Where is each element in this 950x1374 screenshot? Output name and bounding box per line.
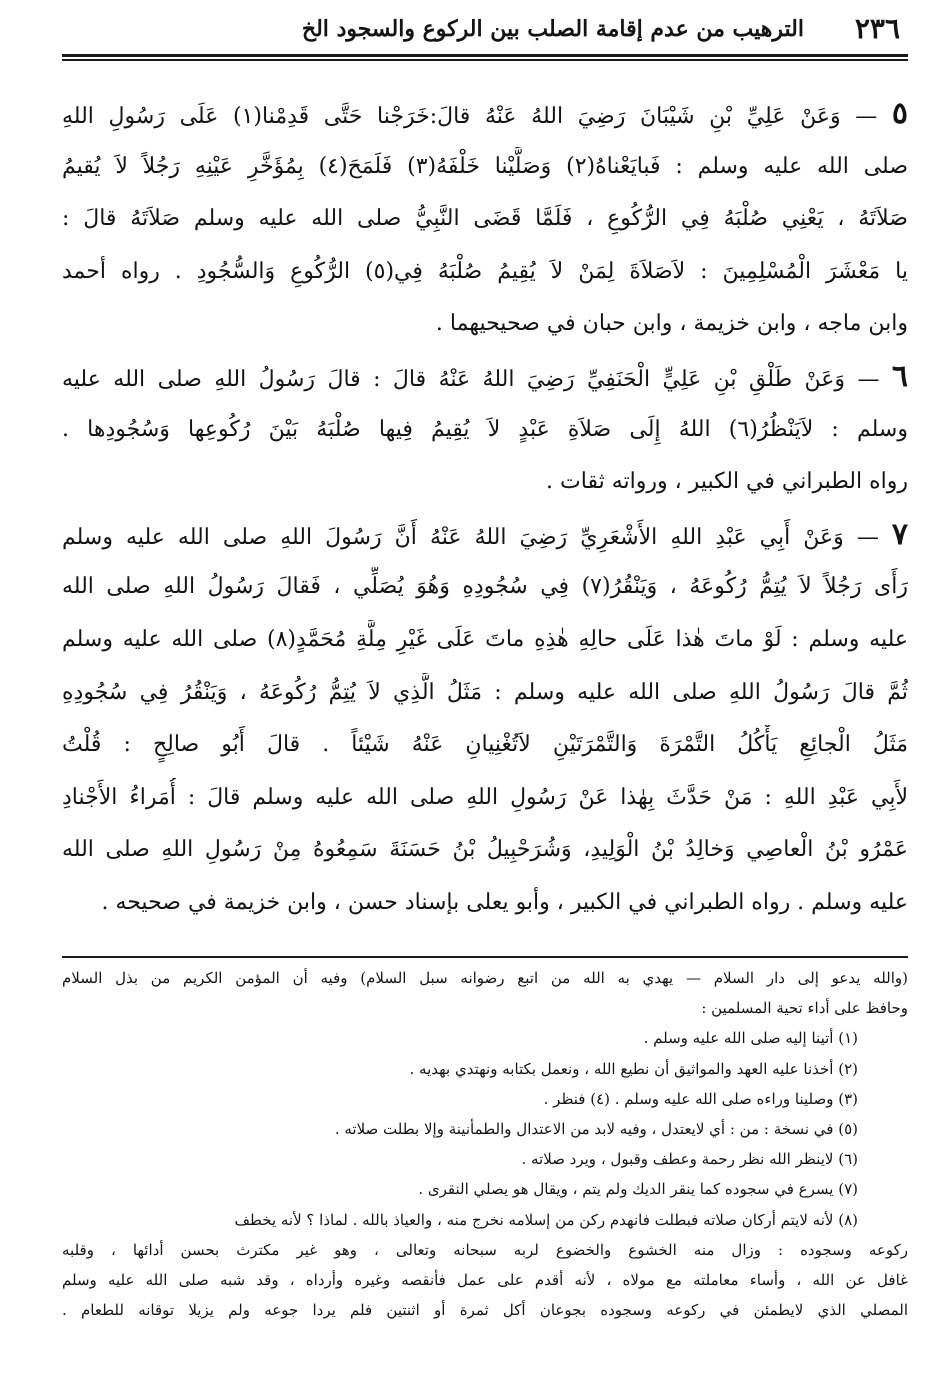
main-text <box>62 94 908 946</box>
footnote-line: وحافظ على أداء تحية المسلمين : <box>701 999 908 1017</box>
footnote-line: المصلي الذي لايطمئن في ركوعه وسجوده بجوعان أكل ثمرة أو اثنتين فلم يردا جوعه ولم يزيلا توقانه للطعام . <box>62 1301 908 1319</box>
page-number: ٢٣٦ <box>854 12 900 45</box>
footnote-line: (والله يدعو إلى دار السلام — يهدي به الله من اتبع رضوانه سبل السلام) وفيه أن المؤمن الكريم من بذل السلام <box>62 969 908 987</box>
text-line <box>62 304 908 344</box>
hadith-number: ٦ <box>891 359 908 394</box>
line-text: — وَعَنْ عَلِيِّ بْنِ شَيْبَانَ رَضِيَ اللهُ عَنْهُ قالَ:خَرَجْنا حَتَّى قَدِمْنا(١) عَلَى رَسُولِ اللهِ <box>62 104 892 129</box>
text-line <box>62 830 908 870</box>
footnote-line: (٢) أخذنا عليه العهد والمواثيق أن نطيع الله ، ونعمل بكتابه ونهتدي بهديه . <box>409 1060 858 1078</box>
text-line <box>62 252 908 292</box>
text-line <box>62 462 908 502</box>
text-line <box>62 199 908 239</box>
line-text: رَأَى رَجُلاً لاَ يُتِمُّ رُكُوعَهُ ، وَيَنْقُرُ(٧) فِي سُجُودِهِ وَهُوَ يُصَلِّي ، فَقالَ رَسُولُ اللهِ صلى الله <box>62 574 908 599</box>
line-text: — وَعَنْ أَبِي عَبْدِ اللهِ الأَشْعَرِيِّ رَضِيَ اللهُ عَنْهُ أَنَّ رَسُولَ اللهِ صلى الله عليه وسلم <box>62 525 892 550</box>
text-line <box>62 357 908 397</box>
line-text: عَمْرُو بْنُ الْعاصِي وَخالِدُ بْنُ الْوَلِيدِ، وَشُرَحْبِيلُ بْنُ حَسَنَةَ سَمِعُوهُ مِنْ رَسُولِ اللهِ صلى الله <box>62 837 908 862</box>
footnote-line: (٨) لأنه لايتم أركان صلاته فبطلت فانهدم ركن من إسلامه نخرج منه ، والعياذ بالله . لماذا ؟ لأنه يخطف <box>234 1211 858 1229</box>
footnote-line: ركوعه وسجوده : وزال منه الخشوع والخضوع لربه سبحانه وتعالى ، وهو غير مكترث بحسن أدائها ، وقلبه <box>62 1241 908 1259</box>
book-page <box>62 10 908 1364</box>
line-text: وابن ماجه ، وابن خزيمة ، وابن حبان في صحيحيهما . <box>435 311 908 336</box>
footnote-line: غافل عن الله ، وأساء معاملته مع مولاه ، لأنه أقدم على عمل فأنقصه وغيره وأرداه ، وقد شبه صلى الله عليه وسلم <box>62 1271 908 1289</box>
text-line <box>62 673 908 713</box>
line-text: عليه وسلم : لَوْ ماتَ هٰذا عَلَى حالِهِ هٰذِهِ ماتَ عَلَى غَيْرِ مِلَّةِ مُحَمَّدٍ(٨) صلى الله عليه وسلم <box>62 627 908 652</box>
hadith-number: ٥ <box>891 96 908 131</box>
line-text: وسلم : لاَيَنْظُرُ(٦) اللهُ إِلَى صَلاَةِ عَبْدٍ لاَ يُقِيمُ فِيها صُلْبَهُ بَيْنَ رُكُوعِها وَسُجُودِها . <box>62 417 908 442</box>
text-line <box>62 883 908 923</box>
text-line <box>62 778 908 818</box>
line-text: صَلاَتَهُ ، يَعْنِي صُلْبَهُ فِي الرُّكُوعِ ، فَلَمَّا قَضَى النَّبِيُّ صلى الله عليه وسلم صَلاَتَهُ قالَ : <box>62 206 908 231</box>
page-header <box>62 10 908 57</box>
text-line <box>62 410 908 450</box>
line-text: — وَعَنْ طَلْقِ بْنِ عَلِيٍّ الْحَنَفِيِّ رَضِيَ اللهُ عَنْهُ قالَ : قالَ رَسُولُ اللهِ صلى الله عليه <box>62 367 892 392</box>
text-line <box>62 515 908 555</box>
footnote-line: (٥) في نسخة : من : أي لايعتدل ، وفيه لابد من الاعتدال والطمأنينة وإلا بطلت صلاته . <box>334 1120 858 1138</box>
text-line <box>62 567 908 607</box>
text-line <box>62 94 908 134</box>
line-text: يا مَعْشَرَ الْمُسْلِمِينَ : لاَصَلاَةَ لِمَنْ لاَ يُقِيمُ صُلْبَهُ فِي(٥) الرُّكُوعِ وَالسُّجُودِ . رواه أحمد <box>62 259 908 284</box>
footnote-line: (١) أتينا إليه صلى الله عليه وسلم . <box>643 1029 858 1047</box>
line-text: رواه الطبراني في الكبير ، ورواته ثقات . <box>546 469 908 494</box>
text-line <box>62 620 908 660</box>
text-line <box>62 147 908 187</box>
line-text: مَثَلُ الْجائِعِ يَأْكُلُ التَّمْرَةَ وَالتَّمْرَتَيْنِ لاَتُغْنِيانِ عَنْهُ شَيْئاً . قالَ أَبُو صالِحٍ : قُلْتُ <box>62 732 908 757</box>
line-text: ثُمَّ قالَ رَسُولُ اللهِ صلى الله عليه وسلم : مَثَلُ الَّذِي لاَ يُتِمُّ رُكُوعَهُ ، وَيَنْقُرُ فِي سُجُودِهِ <box>62 680 908 705</box>
line-text: صلى الله عليه وسلم : فَبايَعْناهُ(٢) وَصَلَّيْنا خَلْفَهُ(٣) فَلَمَحَ(٤) بِمُؤَخَّرِ عَيْنِهِ رَجُلاً لاَ يُقيمُ <box>62 154 908 179</box>
line-text: لأَبِي عَبْدِ اللهِ : مَنْ حَدَّثَ بِهٰذا عَنْ رَسُولِ اللهِ صلى الله عليه وسلم قالَ : أُمَراءُ الأَجْنادِ <box>62 785 908 810</box>
footnote-separator <box>62 956 908 958</box>
line-text: عليه وسلم . رواه الطبراني في الكبير ، وأبو يعلى بإسناد حسن ، وابن خزيمة في صحيحه . <box>101 890 908 915</box>
text-line <box>62 725 908 765</box>
hadith-number: ٧ <box>891 517 908 552</box>
footnote-line: (٧) يسرع في سجوده كما ينقر الديك ولم يتم ، ويقال هو يصلي النقرى . <box>418 1180 858 1198</box>
footnote-line: (٣) وصلينا وراءه صلى الله عليه وسلم . (٤) فنظر . <box>543 1090 858 1108</box>
running-title: الترهيب من عدم إقامة الصلب بين الركوع والسجود الخ <box>301 16 804 42</box>
footnote-line: (٦) لاينظر الله نظر رحمة وعطف وقبول ، ويرد صلاته . <box>521 1150 858 1168</box>
